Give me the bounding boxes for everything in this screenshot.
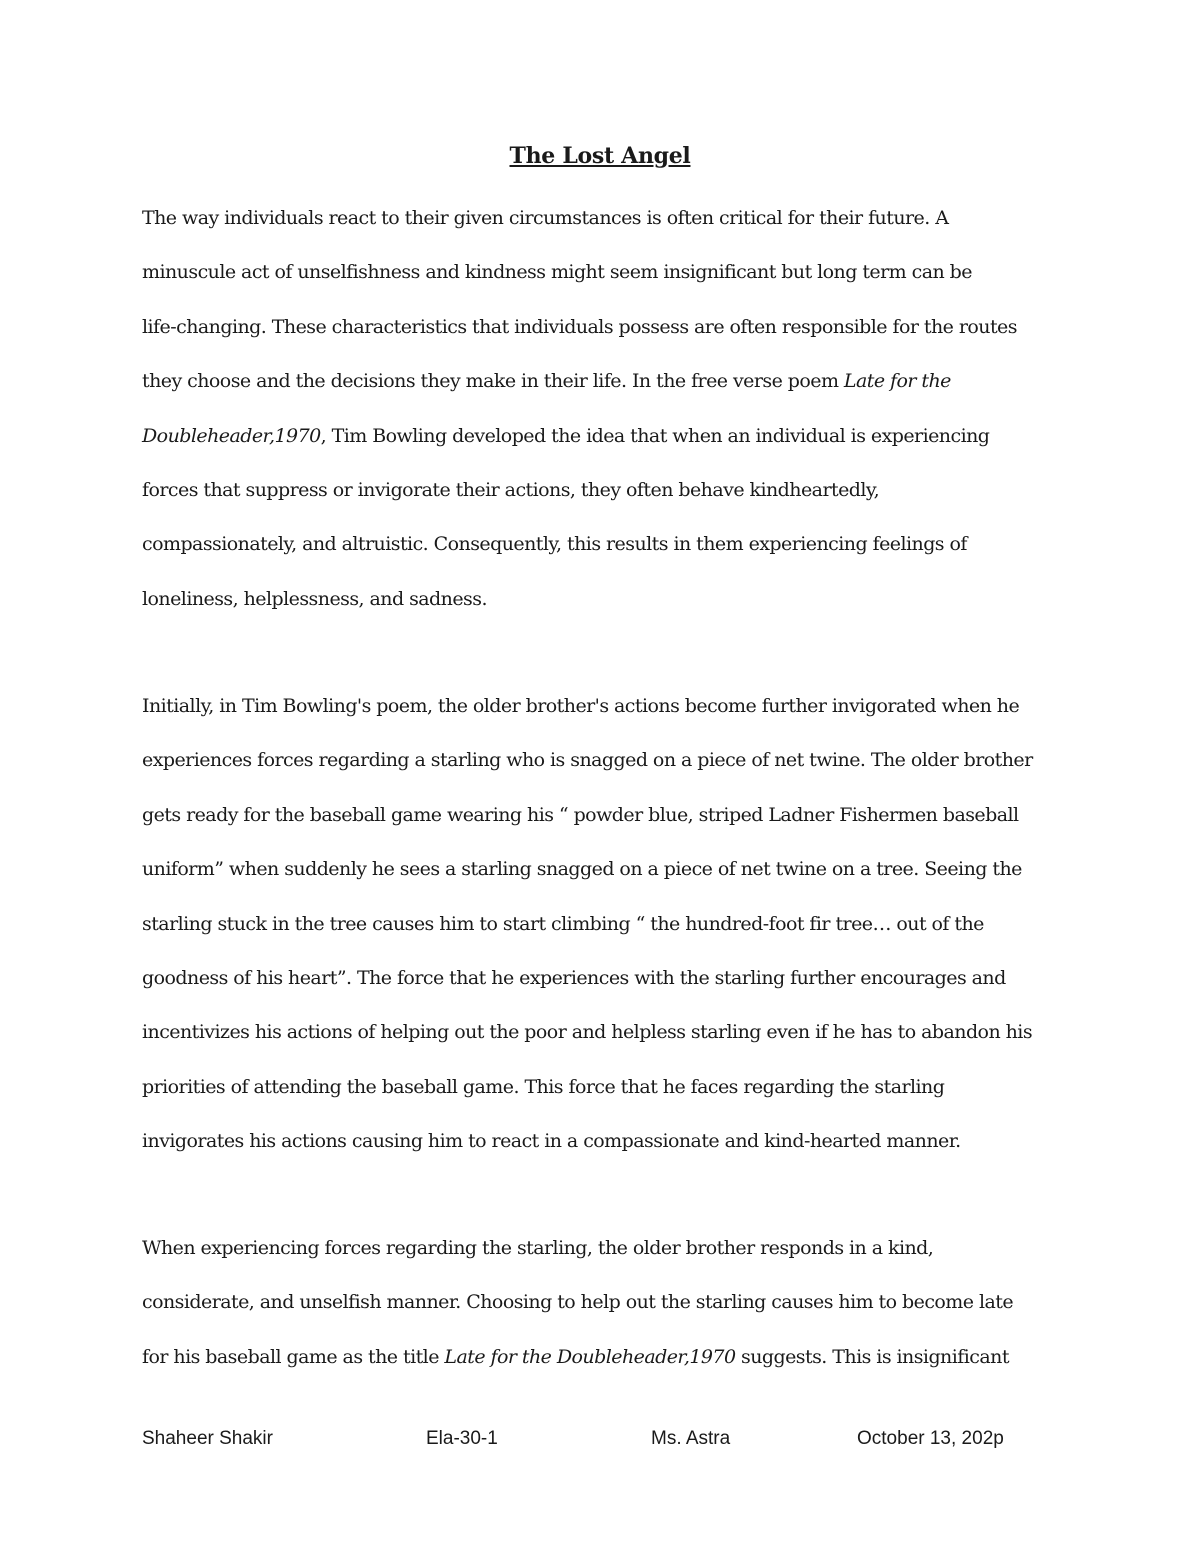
text-run: priorities of attending the baseball game. This force that he faces regarding the starling (142, 1075, 945, 1098)
footer-course: Ela-30-1 (426, 1428, 498, 1449)
text-run: they choose and the decisions they make in their life. In the free verse poem (142, 370, 844, 393)
text-line (142, 1005, 1033, 1059)
essay-title: The Lost Angel (509, 143, 691, 169)
text-run: incentivizes his actions of helping out the poor and helpless starling even if he has to abandon his (142, 1021, 1033, 1044)
text-run: minuscule act of unselfishness and kindness might seem insignificant but long term can be (142, 261, 972, 284)
text-run: suggests. This is insignificant (735, 1345, 1009, 1368)
text-line (142, 463, 1017, 517)
page-footer (0, 1428, 1200, 1452)
text-run: goodness of his heart”. The force that he experiences with the starling further encourages and (142, 966, 1006, 989)
text-line (142, 1275, 1013, 1329)
text-line (142, 300, 1017, 354)
text-line (142, 1060, 1033, 1114)
text-line (142, 842, 1033, 896)
text-line (142, 354, 1017, 408)
text-run: uniform” when suddenly he sees a starling snagged on a piece of net twine on a tree. Seeing the (142, 858, 1022, 881)
text-run: experiences forces regarding a starling who is snagged on a piece of net twine. The older brother (142, 749, 1033, 772)
text-run: The way individuals react to their given circumstances is often critical for their future. A (142, 207, 949, 229)
text-line (142, 517, 1017, 571)
text-line (142, 733, 1033, 787)
text-run: considerate, and unselfish manner. Choosing to help out the starling causes him to become late (142, 1291, 1014, 1314)
text-line (142, 1114, 1033, 1168)
footer-teacher: Ms. Astra (651, 1428, 731, 1449)
text-line (142, 679, 1033, 733)
text-line (142, 788, 1033, 842)
text-line (142, 951, 1033, 1005)
text-run: Initially, in Tim Bowling's poem, the older brother's actions become further invigorated when he (142, 695, 1020, 717)
poem-title-italic: Doubleheader,1970 (142, 424, 321, 447)
paragraph-2 (142, 679, 1033, 1169)
text-line (142, 191, 1017, 245)
poem-title-italic: Late for the (843, 370, 951, 393)
paragraph-1 (142, 191, 1017, 626)
text-run: gets ready for the baseball game wearing his “ powder blue, striped Ladner Fishermen baseball (142, 803, 1019, 826)
text-line (142, 1221, 1013, 1275)
text-line (142, 897, 1033, 951)
poem-title-italic: Late for the Doubleheader,1970 (444, 1345, 736, 1368)
text-run: When experiencing forces regarding the starling, the older brother responds in a kind, (142, 1237, 934, 1259)
text-run: life-changing. These characteristics that individuals possess are often responsible for the routes (142, 315, 1017, 338)
text-run: for his baseball game as the title (142, 1345, 445, 1368)
text-line (142, 409, 1017, 463)
text-run: loneliness, helplessness, and sadness. (142, 587, 487, 610)
text-line (142, 1330, 1013, 1384)
paragraph-3 (142, 1221, 1013, 1384)
text-run: invigorates his actions causing him to react in a compassionate and kind-hearted manner. (142, 1130, 961, 1153)
text-line (142, 572, 1017, 626)
footer-student-name: Shaheer Shakir (142, 1428, 273, 1449)
text-run: compassionately, and altruistic. Consequently, this results in them experiencing feelings of (142, 533, 967, 556)
footer-date: October 13, 202p (857, 1428, 1004, 1449)
text-line (142, 245, 1017, 299)
text-run: starling stuck in the tree causes him to start climbing “ the hundred-foot fir tree… out of the (142, 912, 984, 935)
text-run: , Tim Bowling developed the idea that when an individual is experiencing (320, 424, 990, 447)
text-run: forces that suppress or invigorate their actions, they often behave kindheartedly, (142, 478, 880, 501)
